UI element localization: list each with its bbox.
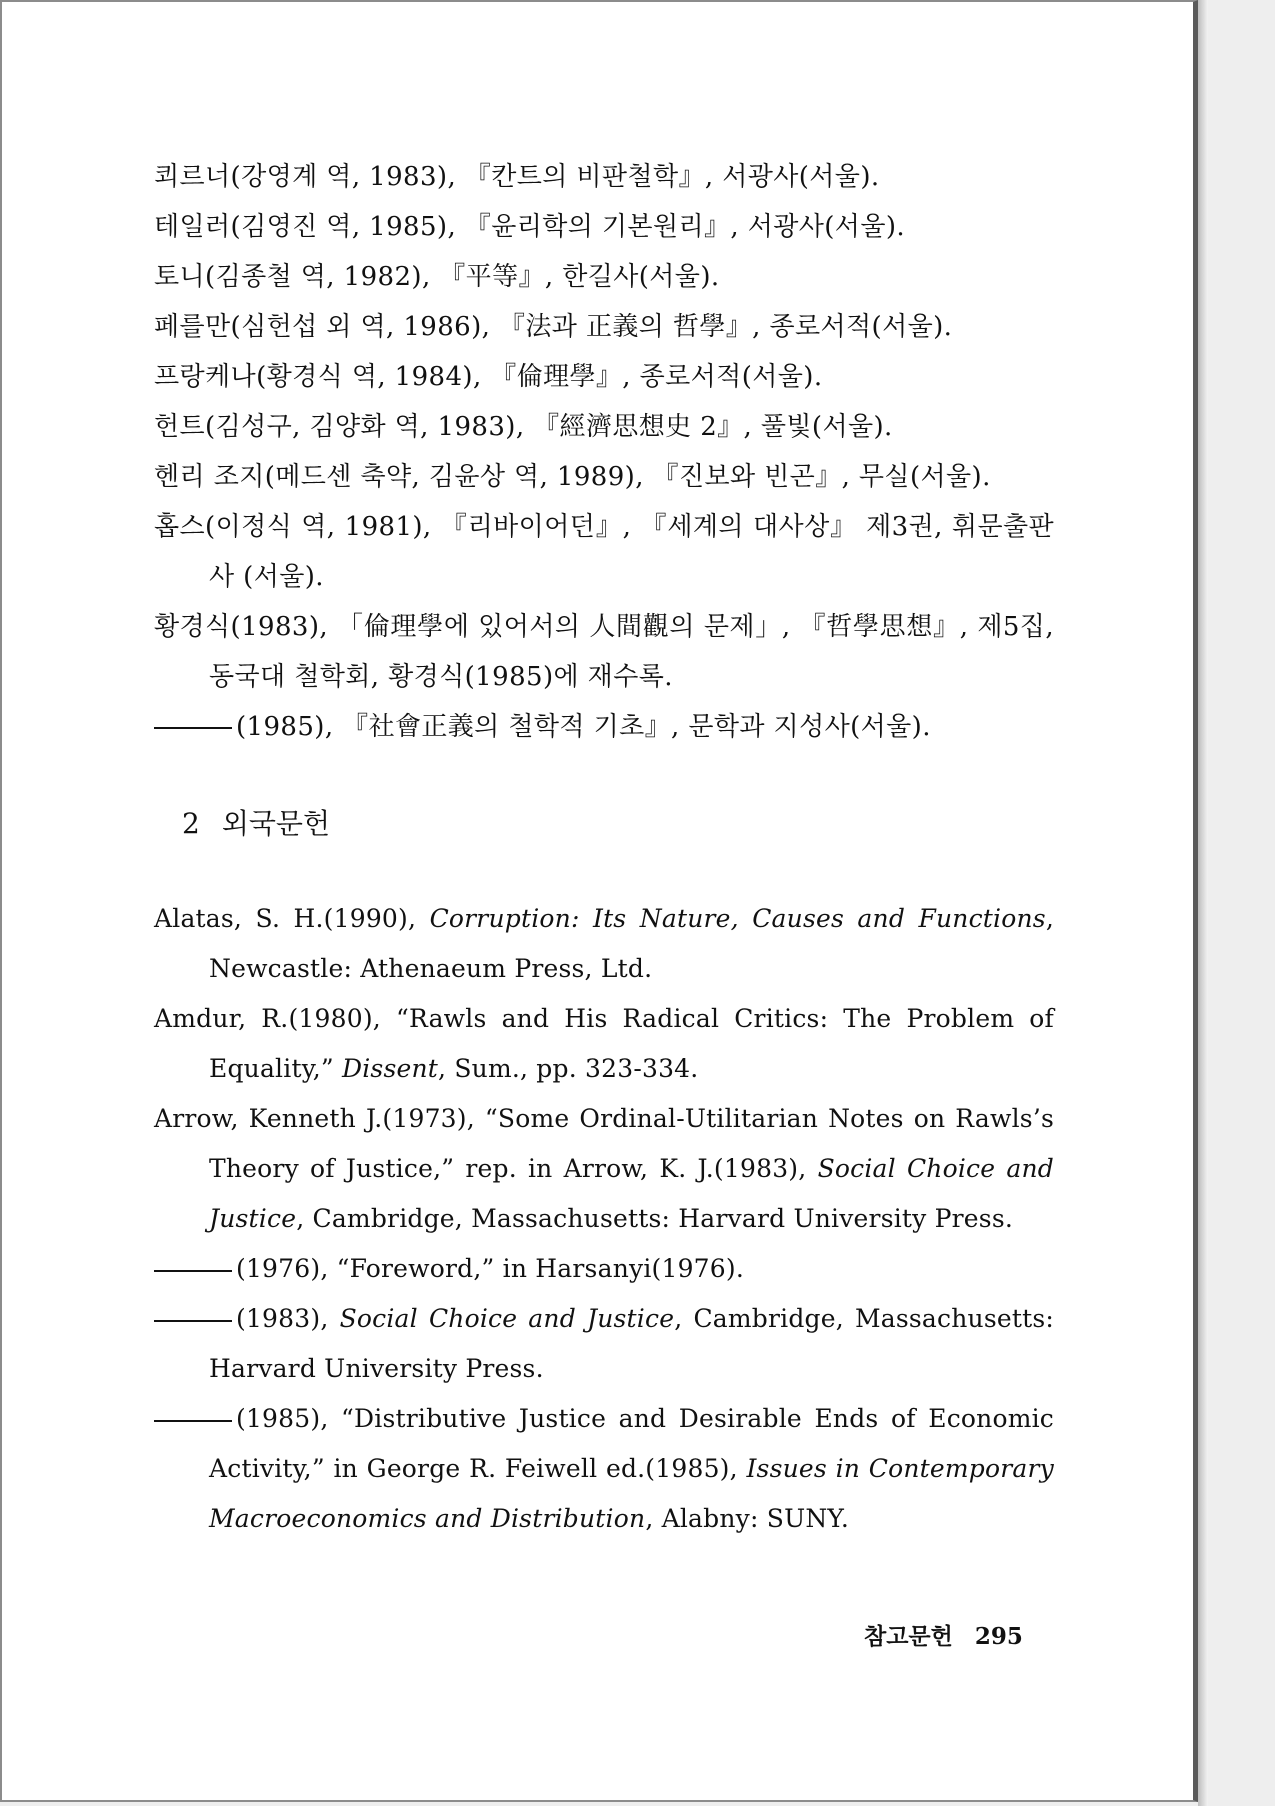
section-number: 2 [182, 807, 200, 840]
section-heading [182, 804, 1054, 844]
ref-amdur-journal: Dissent [341, 1054, 439, 1083]
ref-arrow-1973 [154, 1094, 1054, 1244]
ref-taylor: 테일러(김영진 역, 1985), 『윤리학의 기본원리』, 서광사(서울). [154, 212, 906, 242]
ref-arrow-1983-year: (1983), [236, 1304, 340, 1333]
ref-arrow-1973-author: Arrow, Kenneth J.(1973), “Some Ordinal-Utilitarian Notes on Rawls’s Theory of Justice,” rep. in Arrow, K. J.(1983), [154, 1104, 1054, 1183]
ref-amdur [154, 994, 1054, 1094]
ref-hwang-1983: 황경식(1983), 「倫理學에 있어서의 人間觀의 문제」, 『哲學思想』, 제5집, 동국대 철학회, 황경식(1985)에 재수록. [154, 612, 1054, 692]
ref-arrow-1985 [154, 1394, 1054, 1544]
ref-arrow-1973-publisher: , Cambridge, Massachusetts: Harvard University Press. [296, 1204, 1014, 1233]
ref-amdur-pages: , Sum., pp. 323-334. [438, 1054, 699, 1083]
ref-hunt: 헌트(김성구, 김양화 역, 1983), 『經濟思想史 2』, 풀빛(서울). [154, 412, 893, 442]
ditto-dash [154, 1320, 232, 1322]
ref-arrow-1985-title: Issues in Contemporary Macroeconomics and Distribution [209, 1454, 1054, 1533]
ref-arrow-1985-article: (1985), “Distributive Justice and Desirable Ends of Economic Activity,” in George R. Feiwell ed.(1985), [209, 1404, 1054, 1483]
ref-alatas-author: Alatas, S. H.(1990), [154, 904, 430, 933]
ditto-dash [154, 727, 232, 729]
page-footer [864, 1618, 1023, 1651]
page-content [154, 152, 1054, 1544]
ref-arrow-1983 [154, 1294, 1054, 1394]
ref-arrow-1976 [154, 1244, 1054, 1294]
footer-label: 참고문헌 [864, 1624, 953, 1650]
ref-arrow-1983-publisher: , Cambridge, Massachusetts: Harvard University Press. [209, 1304, 1055, 1383]
ref-hwang-1985 [154, 702, 1054, 752]
ditto-dash [154, 1420, 232, 1422]
ref-alatas-title: Corruption: Its Nature, Causes and Functions [429, 904, 1046, 933]
ref-perelman: 페를만(심헌섭 외 역, 1986), 『法과 正義의 哲學』, 종로서적(서울). [154, 312, 953, 342]
page-edge-shadow [1198, 0, 1208, 1806]
ref-alatas [154, 894, 1054, 994]
ref-amdur-author: Amdur, R.(1980), “Rawls and His Radical Critics: The Problem of Equality,” [154, 1004, 1054, 1083]
ref-korner: 쾨르너(강영계 역, 1983), 『칸트의 비판철학』, 서광사(서울). [154, 162, 880, 192]
page-number: 295 [974, 1623, 1023, 1650]
ref-arrow-1976-text: (1976), “Foreword,” in Harsanyi(1976). [236, 1254, 744, 1283]
ref-arrow-1983-title: Social Choice and Justice [339, 1304, 675, 1333]
ref-frankena: 프랑케나(황경식 역, 1984), 『倫理學』, 종로서적(서울). [154, 362, 823, 392]
ref-arrow-1973-title: Social Choice and Justice [209, 1154, 1055, 1233]
ref-arrow-1985-publisher: , Alabny: SUNY. [645, 1504, 850, 1533]
ref-tawney: 토니(김종철 역, 1982), 『平等』, 한길사(서울). [154, 262, 720, 292]
ditto-dash [154, 1270, 232, 1272]
ref-henry-george: 헨리 조지(메드센 축약, 김윤상 역, 1989), 『진보와 빈곤』, 무실(서울). [154, 462, 991, 492]
ref-alatas-publisher: , Newcastle: Athenaeum Press, Ltd. [209, 904, 1054, 983]
ref-hobbes: 홉스(이정식 역, 1981), 『리바이어던』, 『세계의 대사상』 제3권, 휘문출판사 (서울). [154, 512, 1054, 592]
section-title: 외국문헌 [221, 807, 331, 840]
ref-hwang-1985-text: (1985), 『社會正義의 철학적 기초』, 문학과 지성사(서울). [236, 712, 931, 742]
